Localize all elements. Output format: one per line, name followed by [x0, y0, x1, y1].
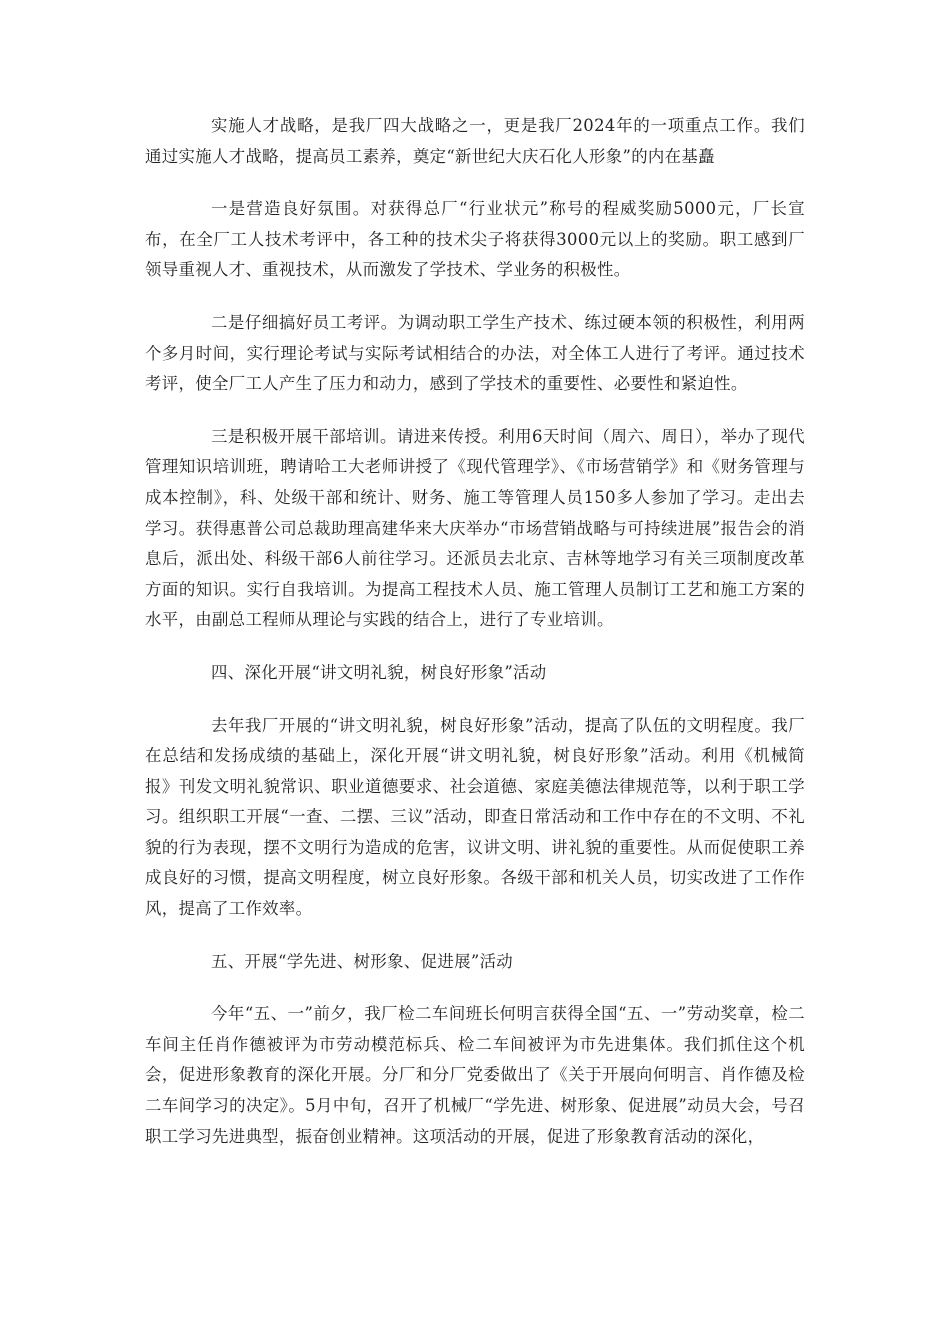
paragraph-talent-strategy: 实施人才战略，是我厂四大战略之一，更是我厂2024年的一项重点工作。我们通过实施人才战略，提高员工素养，奠定“新世纪大庆石化人形象”的内在基矗: [145, 116, 805, 166]
paragraph-atmosphere: 一是营造良好氛围。对获得总厂“行业状元”称号的程威奖励5000元，厂长宣布，在全厂工人技术考评中，各工种的技术尖子将获得3000元以上的奖励。职工感到厂领导重视人才、重视技术，从而激发了学技术、学业务的积极性。: [145, 199, 805, 280]
document-body: [145, 111, 805, 1174]
paragraph-cadre-training: 三是积极开展干部培训。请进来传授。利用6天时间（周六、周日），举办了现代管理知识培训班，聘请哈工大老师讲授了《现代管理学》、《市场营销学》和《财务管理与成本控制》，科、处级干部和统计、财务、施工等管理人员150多人参加了学习。走出去学习。获得惠普公司总裁助理高建华来大庆举办“市场营销战略与可持续进展”报告会的消息后，派出处、科级干部6人前往学习。还派员去北京、吉林等地学习有关三项制度改革方面的知识。实行自我培训。为提高工程技术人员、施工管理人员制订工艺和施工方案的水平，由副总工程师从理论与实践的结合上，进行了专业培训。: [145, 426, 805, 630]
paragraph-evaluation: 二是仔细搞好员工考评。为调动职工学生产技术、练过硬本领的积极性，利用两个多月时间，实行理论考试与实际考试相结合的办法，对全体工人进行了考评。通过技术考评，使全厂工人产生了压力和动力，感到了学技术的重要性、必要性和紧迫性。: [145, 312, 805, 394]
section-heading-advanced-learning: 五、开展“学先进、树形象、促进展”活动: [211, 951, 514, 971]
paragraph-civility-activity: 去年我厂开展的“讲文明礼貌，树良好形象”活动，提高了队伍的文明程度。我厂在总结和发扬成绩的基础上，深化开展“讲文明礼貌，树良好形象”活动。利用《机械简报》刊发文明礼貌常识、职业道德要求、社会道德、家庭美德法律规范等，以利于职工学习。组织职工开展“一查、二摆、三议”活动，即查日常活动和工作中存在的不文明、不礼貌的行为表现，摆不文明行为造成的危害，议讲文明、讲礼貌的重要性。从而促使职工养成良好的习惯，提高文明程度，树立良好形象。各级干部和机关人员，切实改进了工作作风，提高了工作效率。: [145, 715, 805, 919]
paragraph-may-day: 今年“五、一”前夕，我厂检二车间班长何明言获得全国“五、一”劳动奖章，检二车间主任肖作德被评为市劳动模范标兵、检二车间被评为市先进集体。我们抓住这个机会，促进形象教育的深化开展。分厂和分厂党委做出了《关于开展向何明言、肖作德及检二车间学习的决定》。5月中旬，召开了机械厂“学先进、树形象、促进展”动员大会，号召职工学习先进典型，振奋创业精神。这项活动的开展，促进了形象教育活动的深化，: [145, 1004, 805, 1146]
section-heading-civility: 四、深化开展“讲文明礼貌，树良好形象”活动: [211, 662, 547, 682]
